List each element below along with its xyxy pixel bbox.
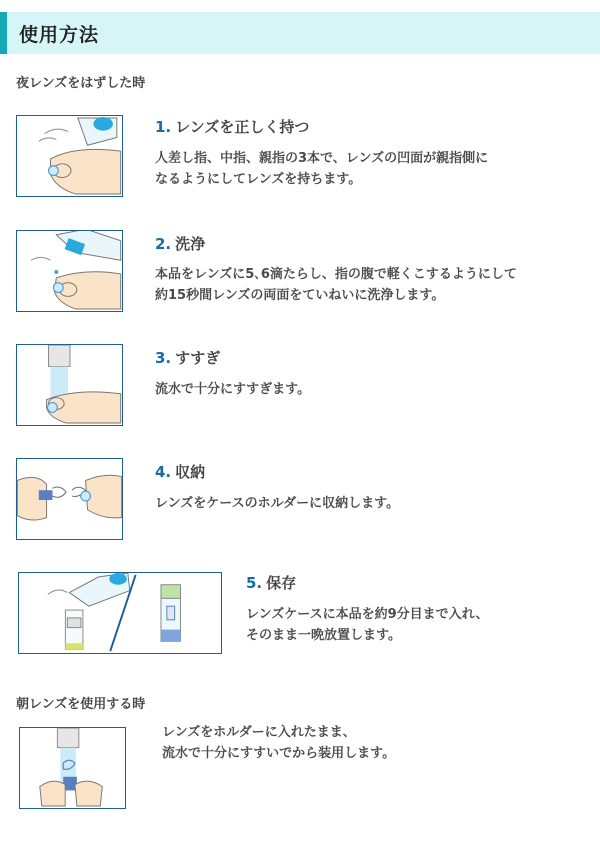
step5-illustration [18,572,222,654]
bottle-cap-icon [109,573,127,585]
faucet-icon [49,345,70,366]
step2-text: 本品をレンズに5､6滴たらし、指の腹で軽くこするようにして 約15秒間レンズの両面をていねいに洗浄します。 [155,267,517,303]
step3-text: 流水で十分にすすぎます。 [155,382,311,397]
step3-illustration [16,344,123,426]
faucet-icon [57,728,78,748]
bottle-cap-icon [93,117,113,131]
lens-icon [49,166,59,176]
night-section-label: 夜レンズをはずした時 [16,76,146,91]
step1-illustration [16,115,123,197]
morning-illustration [19,727,126,809]
lens-case-open-icon [65,610,83,649]
drop-icon [54,270,58,274]
step1-title: 1. レンズを正しく持つ [155,118,310,136]
lens-icon [48,403,58,413]
step1-text: 人差し指、中指、親指の3本で、レンズの凹面が親指側に なるようにしてレンズを持ちます。 [155,151,489,187]
morning-text: レンズをホルダーに入れたまま、 流水で十分にすすいでから装用します。 [162,725,396,761]
step2-illustration [16,230,123,312]
step4-illustration [16,458,123,540]
step5-text: レンズケースに本品を約9分目まで入れ、 そのまま一晩放置します。 [246,607,489,643]
step4-title: 4. 収納 [155,463,206,481]
lens-icon [81,491,91,501]
step4-text: レンズをケースのホルダーに収納します。 [155,496,400,511]
step2-title: 2. 洗浄 [155,235,206,253]
step5-title: 5. 保存 [246,574,297,592]
section-header [0,12,600,54]
morning-section-label: 朝レンズを使用する時 [16,697,146,712]
lens-case-cap-icon [161,585,181,599]
step3-title: 3. すすぎ [155,349,221,367]
page-title: 使用方法 [19,24,100,46]
lens-icon [53,283,63,293]
holder-icon [39,490,53,500]
